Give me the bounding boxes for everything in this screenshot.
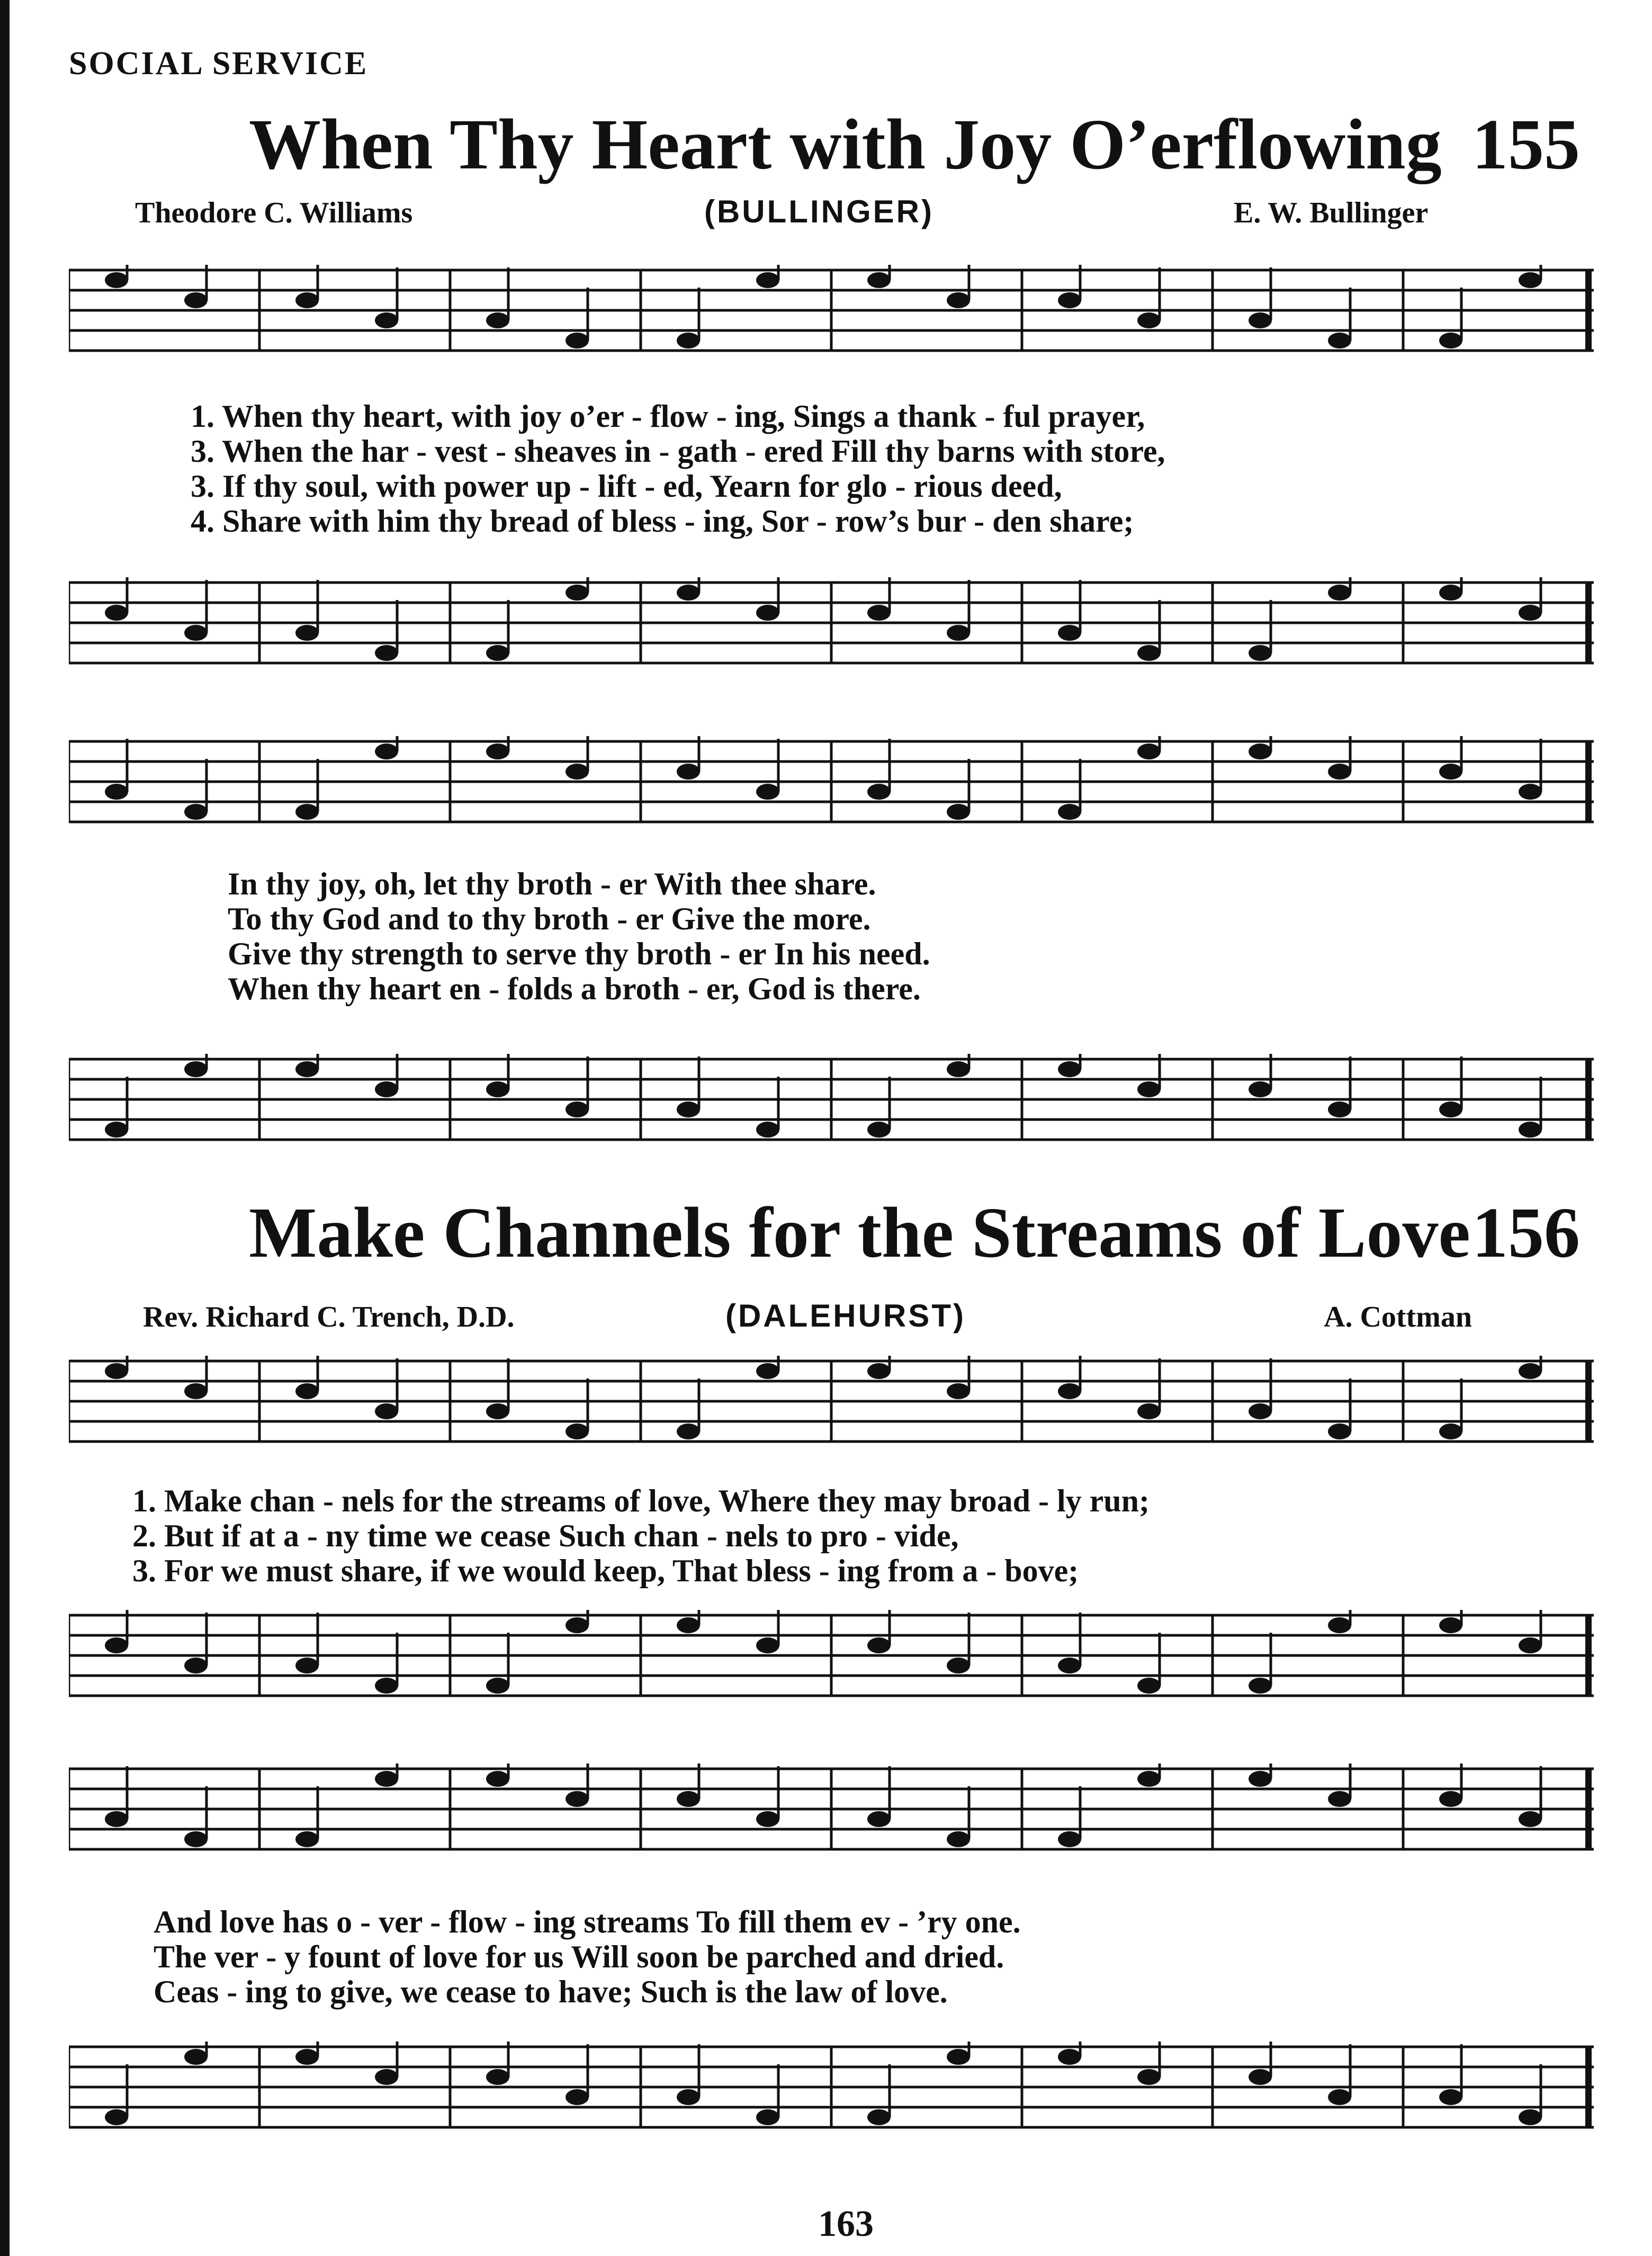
hymn-156-title: Make Channels for the Streams of Love bbox=[249, 1193, 1470, 1273]
notehead bbox=[1439, 1102, 1462, 1117]
notehead bbox=[375, 1403, 398, 1419]
notehead bbox=[1519, 1811, 1542, 1827]
notehead bbox=[105, 272, 128, 288]
notehead bbox=[1058, 625, 1081, 641]
notehead bbox=[565, 1424, 589, 1439]
notehead bbox=[677, 1102, 700, 1117]
notehead bbox=[1137, 2069, 1161, 2085]
notehead bbox=[1519, 1637, 1542, 1653]
notehead bbox=[1058, 1831, 1081, 1847]
notehead bbox=[756, 605, 779, 621]
notehead bbox=[756, 1637, 779, 1653]
hymn-155-treble-staff-1 bbox=[69, 265, 1594, 355]
staff-lines bbox=[69, 736, 1594, 822]
notehead bbox=[565, 1791, 589, 1807]
hymn-156-author: Rev. Richard C. Trench, D.D. bbox=[143, 1301, 515, 1333]
notehead bbox=[1058, 1658, 1081, 1673]
page-binding-edge bbox=[0, 0, 32, 2256]
notehead bbox=[486, 2069, 509, 2085]
notehead bbox=[295, 292, 319, 308]
notehead bbox=[295, 2049, 319, 2065]
notehead bbox=[486, 1403, 509, 1419]
hymn-155-verse-4-line-2: When thy heart en - folds a broth - er, God is there. bbox=[228, 971, 921, 1006]
hymn-155-verse-3-line-1: 3. If thy soul, with power up - lift - ed, Yearn for glo - rious deed, bbox=[191, 469, 1062, 504]
staff-lines bbox=[69, 265, 1594, 351]
notehead bbox=[184, 804, 208, 820]
notehead bbox=[947, 625, 970, 641]
notehead bbox=[1137, 1403, 1161, 1419]
notehead bbox=[1058, 804, 1081, 820]
notehead bbox=[375, 1771, 398, 1787]
notehead bbox=[105, 605, 128, 621]
notehead bbox=[756, 1363, 779, 1379]
notehead bbox=[486, 744, 509, 759]
staff-lines bbox=[69, 1610, 1594, 1696]
hymn-156-treble-staff-1 bbox=[69, 1356, 1594, 1446]
notehead bbox=[1439, 764, 1462, 780]
notehead bbox=[756, 784, 779, 800]
notehead bbox=[105, 1122, 128, 1138]
hymn-155-verse-4-line-1: 4. Share with him thy bread of bless - ing, Sor - row’s bur - den share; bbox=[191, 504, 1134, 539]
notehead bbox=[1519, 784, 1542, 800]
notehead bbox=[1058, 1383, 1081, 1399]
notehead bbox=[867, 1811, 891, 1827]
hymn-156-tune: (DALEHURST) bbox=[725, 1298, 966, 1333]
notehead bbox=[105, 784, 128, 800]
hymn-155-number: 155 bbox=[1472, 105, 1580, 184]
hymn-156-composer: A. Cottman bbox=[1324, 1301, 1472, 1333]
notehead bbox=[1137, 1081, 1161, 1097]
notehead bbox=[184, 1061, 208, 1077]
page-number: 163 bbox=[818, 2204, 874, 2244]
notehead bbox=[1058, 292, 1081, 308]
hymn-155-verse-1-line-2: In thy joy, oh, let thy broth - er With thee share. bbox=[228, 866, 876, 901]
notehead bbox=[867, 272, 891, 288]
notehead bbox=[565, 764, 589, 780]
notehead bbox=[565, 333, 589, 348]
notehead bbox=[1439, 333, 1462, 348]
notehead bbox=[677, 1791, 700, 1807]
notehead bbox=[295, 1061, 319, 1077]
notehead bbox=[375, 1081, 398, 1097]
notehead bbox=[105, 1363, 128, 1379]
notehead bbox=[565, 1102, 589, 1117]
notehead bbox=[1328, 585, 1351, 601]
notehead bbox=[867, 784, 891, 800]
notehead bbox=[486, 1081, 509, 1097]
notehead bbox=[1249, 645, 1272, 661]
notehead bbox=[184, 1658, 208, 1673]
notehead bbox=[105, 2109, 128, 2125]
notehead bbox=[1058, 1061, 1081, 1077]
notehead bbox=[295, 1383, 319, 1399]
notehead bbox=[1137, 1678, 1161, 1694]
notehead bbox=[1439, 1791, 1462, 1807]
notehead bbox=[1439, 1617, 1462, 1633]
notehead bbox=[756, 2109, 779, 2125]
notehead bbox=[295, 1831, 319, 1847]
notehead bbox=[1328, 1424, 1351, 1439]
hymn-156-bass-staff-1 bbox=[69, 1610, 1594, 1700]
notehead bbox=[1328, 1617, 1351, 1633]
hymn-155-verse-1-line-1: 1. When thy heart, with joy o’er - flow - ing, Sings a thank - ful prayer, bbox=[191, 399, 1145, 434]
staff-lines bbox=[69, 1763, 1594, 1849]
notehead bbox=[486, 312, 509, 328]
hymn-155-bass-staff-1 bbox=[69, 577, 1594, 667]
hymn-156-verse-1-line-2: And love has o - ver - flow - ing streams To fill them ev - ’ry one. bbox=[154, 1904, 1021, 1939]
notehead bbox=[375, 2069, 398, 2085]
notehead bbox=[867, 1637, 891, 1653]
hymn-155-treble-staff-2 bbox=[69, 736, 1594, 826]
notehead bbox=[486, 1678, 509, 1694]
notehead bbox=[1137, 1771, 1161, 1787]
notehead bbox=[677, 2089, 700, 2105]
hymn-156-verse-2-line-2: The ver - y fount of love for us Will soon be parched and dried. bbox=[154, 1939, 1004, 1974]
notehead bbox=[184, 1831, 208, 1847]
notehead bbox=[1249, 1771, 1272, 1787]
hymn-156-treble-staff-2 bbox=[69, 1763, 1594, 1854]
staff-lines bbox=[69, 2042, 1594, 2127]
hymn-155-composer: E. W. Bullinger bbox=[1234, 196, 1429, 229]
notehead bbox=[184, 1383, 208, 1399]
notehead bbox=[565, 2089, 589, 2105]
notehead bbox=[677, 1617, 700, 1633]
notehead bbox=[295, 1658, 319, 1673]
notehead bbox=[1249, 1403, 1272, 1419]
notehead bbox=[1439, 1424, 1462, 1439]
notehead bbox=[756, 1122, 779, 1138]
notehead bbox=[1519, 605, 1542, 621]
notehead bbox=[947, 804, 970, 820]
notehead bbox=[105, 1637, 128, 1653]
notehead bbox=[1519, 2109, 1542, 2125]
notehead bbox=[375, 744, 398, 759]
notehead bbox=[1328, 1791, 1351, 1807]
notehead bbox=[1137, 744, 1161, 759]
hymn-155-bass-staff-2 bbox=[69, 1054, 1594, 1144]
notehead bbox=[1328, 2089, 1351, 2105]
notehead bbox=[295, 804, 319, 820]
notehead bbox=[1249, 1678, 1272, 1694]
notehead bbox=[867, 1363, 891, 1379]
notehead bbox=[184, 2049, 208, 2065]
notehead bbox=[867, 2109, 891, 2125]
notehead bbox=[375, 645, 398, 661]
notehead bbox=[867, 605, 891, 621]
notehead bbox=[677, 1424, 700, 1439]
notehead bbox=[1439, 2089, 1462, 2105]
notehead bbox=[105, 1811, 128, 1827]
hymn-155-verse-2-line-2: To thy God and to thy broth - er Give the more. bbox=[228, 901, 871, 936]
notehead bbox=[1328, 764, 1351, 780]
hymn-156-number: 156 bbox=[1472, 1193, 1580, 1273]
notehead bbox=[1137, 645, 1161, 661]
staff-lines bbox=[69, 577, 1594, 663]
staff-lines bbox=[69, 1054, 1594, 1140]
notehead bbox=[947, 1383, 970, 1399]
notehead bbox=[565, 585, 589, 601]
notehead bbox=[947, 1061, 970, 1077]
notehead bbox=[1249, 312, 1272, 328]
notehead bbox=[947, 292, 970, 308]
hymn-155-verse-3-line-2: Give thy strength to serve thy broth - er In his need. bbox=[228, 936, 930, 971]
notehead bbox=[375, 1678, 398, 1694]
hymn-156-verse-2-line-1: 2. But if at a - ny time we cease Such chan - nels to pro - vide, bbox=[132, 1518, 959, 1553]
hymn-156-bass-staff-2 bbox=[69, 2042, 1594, 2132]
notehead bbox=[1328, 1102, 1351, 1117]
notehead bbox=[1519, 1122, 1542, 1138]
notehead bbox=[756, 272, 779, 288]
notehead bbox=[1137, 312, 1161, 328]
notehead bbox=[677, 585, 700, 601]
notehead bbox=[295, 625, 319, 641]
hymn-155-title: When Thy Heart with Joy O’erflowing bbox=[249, 105, 1442, 184]
hymn-155-author: Theodore C. Williams bbox=[135, 196, 413, 229]
notehead bbox=[184, 625, 208, 641]
notehead bbox=[1249, 744, 1272, 759]
notehead bbox=[947, 1831, 970, 1847]
notehead bbox=[486, 645, 509, 661]
section-header: SOCIAL SERVICE bbox=[69, 46, 369, 82]
hymn-156-verse-1-line-1: 1. Make chan - nels for the streams of love, Where they may broad - ly run; bbox=[132, 1483, 1150, 1518]
hymn-156-verse-3-line-2: Ceas - ing to give, we cease to have; Such is the law of love. bbox=[154, 1974, 948, 2009]
notehead bbox=[1328, 333, 1351, 348]
notehead bbox=[1519, 1363, 1542, 1379]
hymn-156-verse-3-line-1: 3. For we must share, if we would keep, That bless - ing from a - bove; bbox=[132, 1553, 1079, 1588]
notehead bbox=[947, 2049, 970, 2065]
notehead bbox=[565, 1617, 589, 1633]
notehead bbox=[867, 1122, 891, 1138]
notehead bbox=[375, 312, 398, 328]
notehead bbox=[756, 1811, 779, 1827]
notehead bbox=[184, 292, 208, 308]
hymn-155-verse-2-line-1: 3. When the har - vest - sheaves in - gath - ered Fill thy barns with store, bbox=[191, 434, 1165, 469]
notehead bbox=[677, 764, 700, 780]
notehead bbox=[947, 1658, 970, 1673]
notehead bbox=[1058, 2049, 1081, 2065]
hymn-155-tune: (BULLINGER) bbox=[704, 194, 934, 229]
notehead bbox=[1439, 585, 1462, 601]
notehead bbox=[1249, 2069, 1272, 2085]
staff-lines bbox=[69, 1356, 1594, 1442]
notehead bbox=[486, 1771, 509, 1787]
notehead bbox=[1249, 1081, 1272, 1097]
notehead bbox=[1519, 272, 1542, 288]
notehead bbox=[677, 333, 700, 348]
